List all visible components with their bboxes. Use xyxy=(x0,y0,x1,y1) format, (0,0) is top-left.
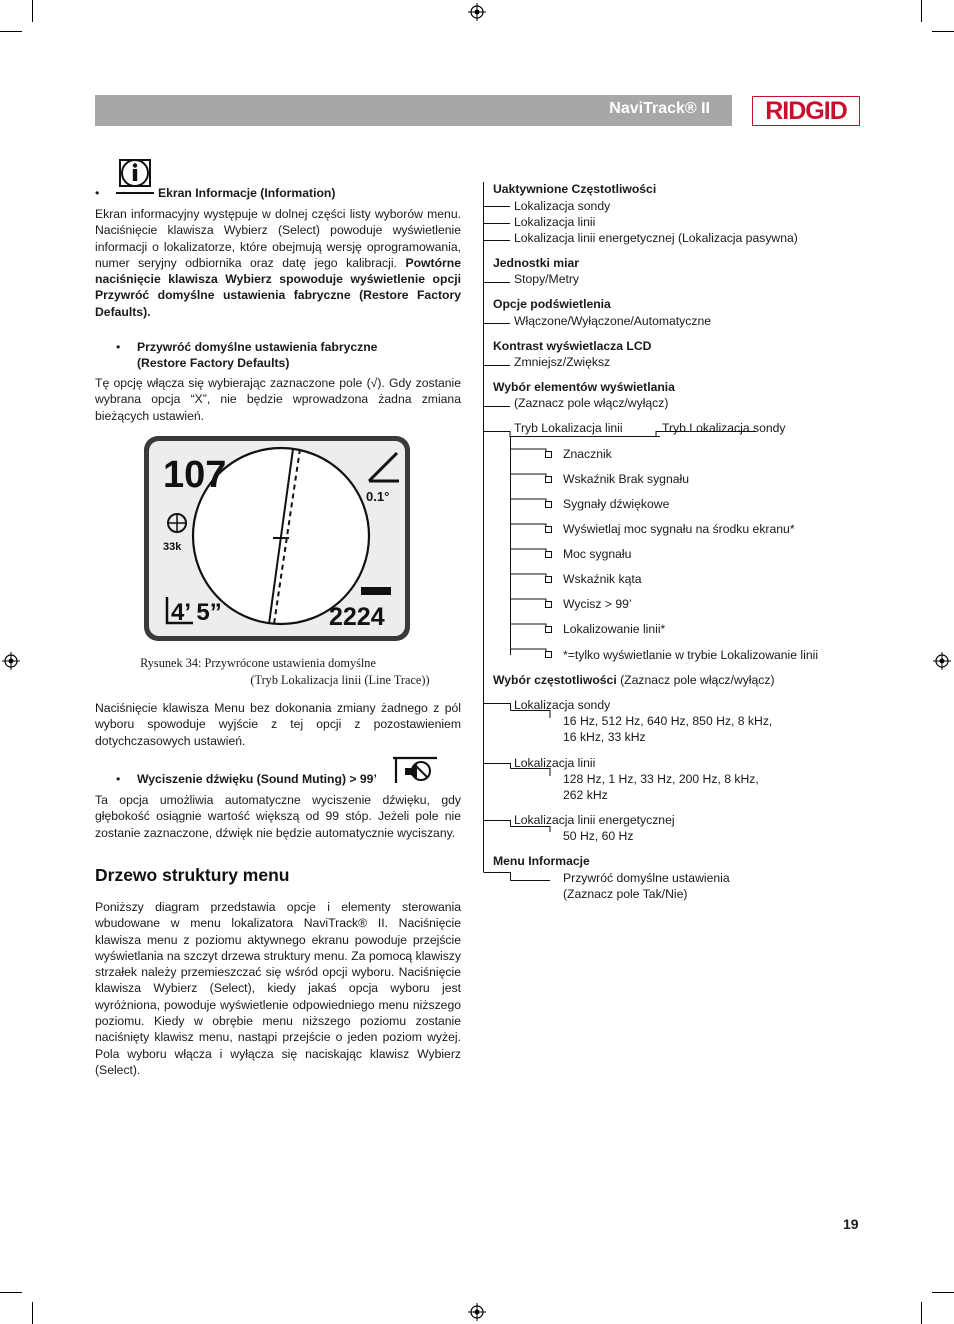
frequency-readout: 33k xyxy=(163,541,182,553)
tree-item: Moc sygnału xyxy=(563,547,632,561)
tree-fs-line-values: 128 Hz, 1 Hz, 33 Hz, 200 Hz, 8 kHz, xyxy=(563,772,759,786)
info-bullet: • Ekran Informacje (Information) xyxy=(95,186,336,200)
registration-mark-icon xyxy=(2,652,20,670)
tree-fs-sonde: Lokalizacja sondy xyxy=(514,698,611,712)
tree-fs-line-values-2: 262 kHz xyxy=(563,788,608,802)
crop-mark xyxy=(932,1292,954,1293)
depth-readout: 107 xyxy=(163,454,227,496)
tree-contrast-option: Zmniejsz/Zwiększ xyxy=(514,355,611,369)
tree-item: Lokalizowanie linii* xyxy=(563,622,666,636)
info-paragraph: Ekran informacyjny występuje w dolnej części listy wyborów menu. Naciśnięcie klawisza Wybierz (Select) powoduje wyświetlenie informacji o lokalizatorze, które obejmują wersję oprogramowania, numer seryjny odbiornika oraz datę jego kalibracji. Powtórne naciśnięcie klawisza Wybierz spowoduje wyświetlenie opcji Przywróć domyślne ustawienia fabryczne (Restore Factory Defaults). xyxy=(95,207,461,319)
crop-mark xyxy=(0,1292,22,1293)
tree-item: Wskaźnik Brak sygnału xyxy=(563,472,689,486)
tree-freq-active: Uaktywnione Częstotliwości xyxy=(493,182,657,196)
mute-paragraph: Ta opcja umożliwia automatyczne wyciszenie dźwięku, gdy głębokość osiągnie wartość większą od 99 stóp. Jeżeli pole nie zostanie zaznaczone, dźwięk nie będzie automatycznie wyciszany. xyxy=(95,793,461,840)
tree-info-restore-note: (Zaznacz pole Tak/Nie) xyxy=(563,887,688,901)
tree-display-option: (Zaznacz pole włącz/wyłącz) xyxy=(514,396,669,410)
tree-fs-power: Lokalizacja linii energetycznej xyxy=(514,813,675,827)
tree-item: *=tylko wyświetlanie w trybie Lokalizowanie linii xyxy=(563,648,819,662)
mute-bullet: • Wyciszenie dźwięku (Sound Muting) > 99’ xyxy=(116,772,377,786)
tree-info-menu: Menu Informacje xyxy=(493,854,590,868)
sound-mute-icon xyxy=(391,756,439,786)
restore-bullet-line-2: (Restore Factory Defaults) xyxy=(137,356,290,370)
tree-fa-power: Lokalizacja linii energetycznej (Lokalizacja pasywna) xyxy=(514,231,798,245)
figure-caption: Rysunek 34: Przywrócone ustawienia domyślne (Tryb Lokalizacja linii (Line Trace)) xyxy=(140,656,430,687)
tree-item: Znacznik xyxy=(563,447,612,461)
signal-bars-icon xyxy=(361,587,391,595)
section-title: Drzewo struktury menu xyxy=(95,865,290,885)
tree-fs-sonde-values: 16 Hz, 512 Hz, 640 Hz, 850 Hz, 8 kHz, xyxy=(563,714,773,728)
crop-mark xyxy=(921,0,922,22)
tree-fa-sonde: Lokalizacja sondy xyxy=(514,199,611,213)
header-title: NaviTrack® II xyxy=(609,100,710,117)
registration-mark-icon xyxy=(468,3,486,21)
tree-fa-line: Lokalizacja linii xyxy=(514,215,596,229)
tree-fs-sonde-values-2: 16 kHz, 33 kHz xyxy=(563,730,646,744)
tree-contrast: Kontrast wyświetlacza LCD xyxy=(493,339,652,353)
tree-display: Wybór elementów wyświetlania xyxy=(493,380,675,394)
tree-item: Wskaźnik kąta xyxy=(563,572,642,586)
restore-paragraph: Tę opcję włącza się wybierając zaznaczone pole (√). Gdy zostanie wybrana opcja “X”, nie będzie wprowadzona żadna zmiana bieżących ustawień. xyxy=(95,376,461,423)
tree-fs-line: Lokalizacja linii xyxy=(514,756,596,770)
signal-readout: 2224 xyxy=(329,603,385,631)
tree-mode-sonde: Tryb Lokalizacja sondy xyxy=(662,421,786,435)
locator-screen-figure xyxy=(143,435,411,642)
tree-item: Wycisz > 99’ xyxy=(563,597,632,611)
tree-backlight-option: Włączone/Wyłączone/Automatyczne xyxy=(514,314,712,328)
crop-mark xyxy=(32,1302,33,1324)
registration-mark-icon xyxy=(933,652,951,670)
tree-backlight: Opcje podświetlenia xyxy=(493,297,611,311)
registration-mark-icon xyxy=(468,1303,486,1321)
ridgid-logo xyxy=(752,96,860,126)
crop-mark xyxy=(0,31,22,32)
tree-mode-line: Tryb Lokalizacja linii xyxy=(514,421,623,435)
crop-mark xyxy=(921,1302,922,1324)
menu-paragraph: Naciśnięcie klawisza Menu bez dokonania zmiany żadnego z pól wyboru spowoduje wyjście z tej opcji z pozostawieniem dotychczasowych ustawień. xyxy=(95,701,461,748)
angle-readout: 0.1° xyxy=(366,489,390,504)
svg-text:RIDGID: RIDGID xyxy=(765,97,847,125)
restore-bullet: • Przywróć domyślne ustawienia fabryczne xyxy=(116,340,378,354)
tree-info-restore: Przywróć domyślne ustawienia xyxy=(563,871,730,885)
tree-freq-select: Wybór częstotliwości (Zaznacz pole włącz/wyłącz) xyxy=(493,673,775,687)
distance-readout: 4’ 5” xyxy=(171,599,222,626)
tree-item: Sygnały dźwiękowe xyxy=(563,497,670,511)
tree-units: Jednostki miar xyxy=(493,256,580,270)
tree-fs-power-values: 50 Hz, 60 Hz xyxy=(563,829,634,843)
tree-units-option: Stopy/Metry xyxy=(514,272,580,286)
crop-mark xyxy=(932,31,954,32)
tree-item: Wyświetlaj moc sygnału na środku ekranu* xyxy=(563,522,795,536)
header-bar xyxy=(95,95,732,126)
page-number: 19 xyxy=(843,1216,859,1232)
crop-mark xyxy=(32,0,33,22)
section-paragraph: Poniższy diagram przedstawia opcje i elementy sterowania wbudowane w menu lokalizatora NaviTrack® II. Naciśnięcie klawisza menu z poziomu aktywnego ekranu powoduje przejście wyświetlania na szczyt drzewa struktury menu. Za pomocą klawiszy strzałek należy przemieszczać się wśród opcji wyboru. Naciśnięcie klawisza Wybierz (Select), kiedy jakaś opcja wyboru jest wyróżniona, powoduje wyświetlenie odpowiedniego menu niższego poziomu. Kiedy w obrębie menu niższego poziomu zostanie naciśnięty klawisz menu, nastąpi przejście o jeden poziom wyżej. Pola wyboru włącza i wyłącza się naciskając klawisz Wybierz (Select). xyxy=(95,900,461,1077)
